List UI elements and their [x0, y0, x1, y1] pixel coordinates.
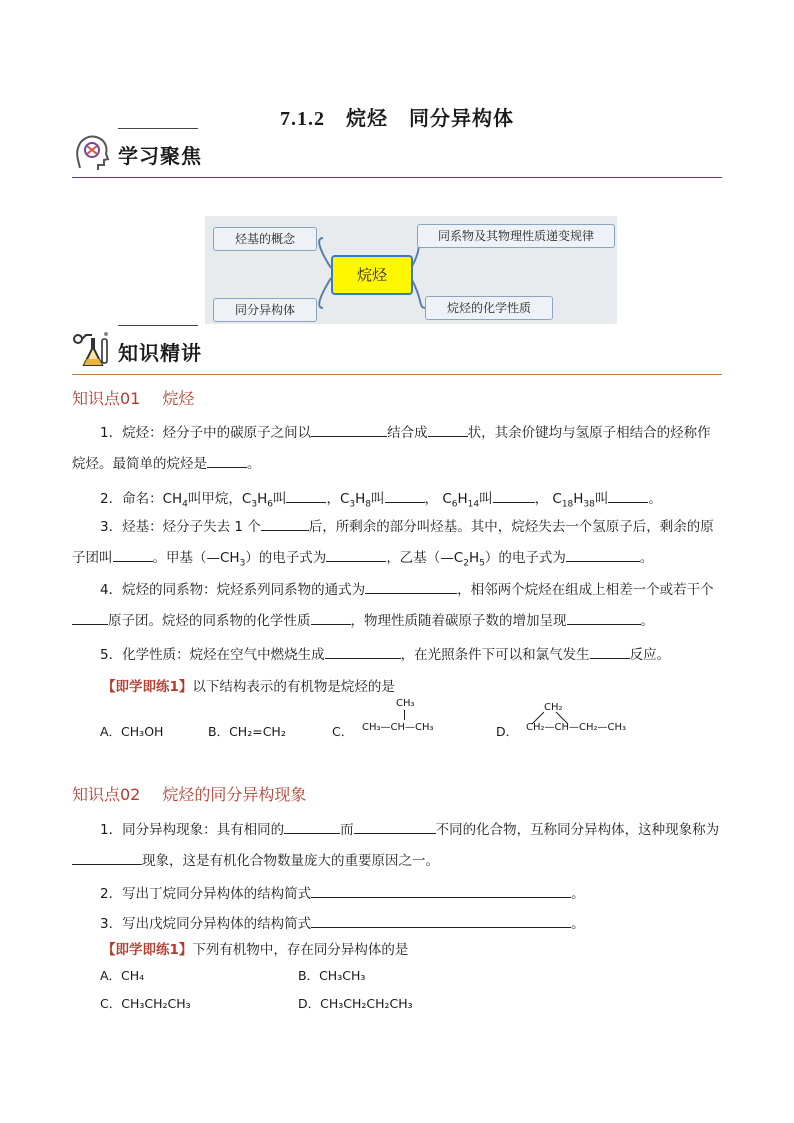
kp2-item-3: 3．写出戊烷同分异构体的结构简式 。 [100, 912, 585, 932]
section-title: 知识精讲 [118, 341, 202, 365]
practice-tag: 【即学即练1】 [102, 679, 193, 695]
kp1-option-d-label: D． [496, 724, 519, 739]
header-rule [72, 177, 722, 178]
kp1-option-c-label: C． [332, 724, 354, 739]
mindmap-node-homolog: 同系物及其物理性质递变规律 [417, 224, 615, 248]
kp1-name: 烷烃 [162, 389, 195, 408]
section-title: 学习聚焦 [118, 144, 202, 168]
kp2-option-c: C．CH₃CH₂CH₃ [100, 996, 191, 1011]
mind-map [205, 216, 617, 324]
kp1-option-a: A．CH₃OH [100, 724, 164, 739]
kp2-option-a: A．CH₄ [100, 968, 145, 983]
kp2-heading [72, 782, 328, 805]
kp1-item-3: 3．烃基：烃分子失去 1 个 后，所剩余的部分叫烃基。其中，烷烃失去一个氢原子后，剩余的原子团叫 。甲基$(—CH_3)$的电子式为 ，乙基$(—C_2H_5)$的电子式为 。 [72, 512, 724, 580]
kp2-practice [102, 938, 408, 958]
kp2-number: 知识点02 [72, 785, 141, 804]
page-title: 7.1.2 烷烃 同分异构体 [280, 108, 514, 130]
kp1-item-2: 2．命名：$CH_4$叫甲烷，$C_3H_6$叫 ，$C_3H_8$叫 ， $C_6H_{14}$叫 ， $C_{18}H_{38}$叫 。 [100, 487, 662, 510]
kp1-option-d-structure: CH₂ CH₂—CH—CH₂—CH₃ [526, 702, 627, 733]
kp1-option-b: B．CH₂=CH₂ [208, 724, 286, 739]
header-short-rule [118, 325, 198, 326]
practice-question: 下列有机物中，存在同分异构体的是 [192, 942, 409, 958]
mindmap-center: 烷烃 [331, 255, 413, 295]
section-header-study-focus [72, 128, 722, 178]
kp2-item-1: 1．同分异构现象：具有相同的 而 不同的化合物，互称同分异构体，这种现象称为现象，这是有机化合物数量庞大的重要原因之一。 [72, 815, 724, 877]
kp1-option-c-structure: CH₃ CH₃—CH—CH₃ [362, 698, 434, 733]
practice-tag: 【即学即练1】 [102, 942, 193, 958]
lab-flask-icon [72, 329, 110, 369]
mindmap-node-radical: 烃基的概念 [213, 227, 317, 251]
mindmap-node-isomer: 同分异构体 [213, 298, 317, 322]
kp2-name: 烷烃的同分异构现象 [162, 785, 307, 804]
kp1-number: 知识点01 [72, 389, 141, 408]
header-rule [72, 374, 722, 375]
practice-question: 以下结构表示的有机物是烷烃的是 [192, 679, 395, 695]
kp1-item-5: 5．化学性质：烷烃在空气中燃烧生成 ，在光照条件下可以和氯气发生 反应。 [100, 643, 670, 663]
kp2-item-2: 2．写出丁烷同分异构体的结构简式 。 [100, 882, 585, 902]
kp1-item-4: 4．烷烃的同系物：烷烃系列同系物的通式为 ，相邻两个烷烃在组成上相差一个或若干个原子团。烷烃的同系物的化学性质 ，物理性质随着碳原子数的增加呈现 。 [72, 575, 724, 637]
kp1-practice [102, 675, 395, 695]
kp1-heading [72, 386, 216, 409]
kp1-item-1: 1．烷烃：烃分子中的碳原子之间以 结合成 状，其余价键均与氢原子相结合的烃称作烷烃。最简单的烷烃是 。 [72, 418, 724, 480]
mindmap-node-chemprop: 烷烃的化学性质 [425, 296, 553, 320]
header-short-rule [118, 128, 198, 129]
brain-head-icon [72, 132, 110, 172]
kp2-option-b: B．CH₃CH₃ [298, 968, 366, 983]
kp2-option-d: D．CH₃CH₂CH₂CH₃ [298, 996, 413, 1011]
section-header-knowledge [72, 325, 722, 375]
